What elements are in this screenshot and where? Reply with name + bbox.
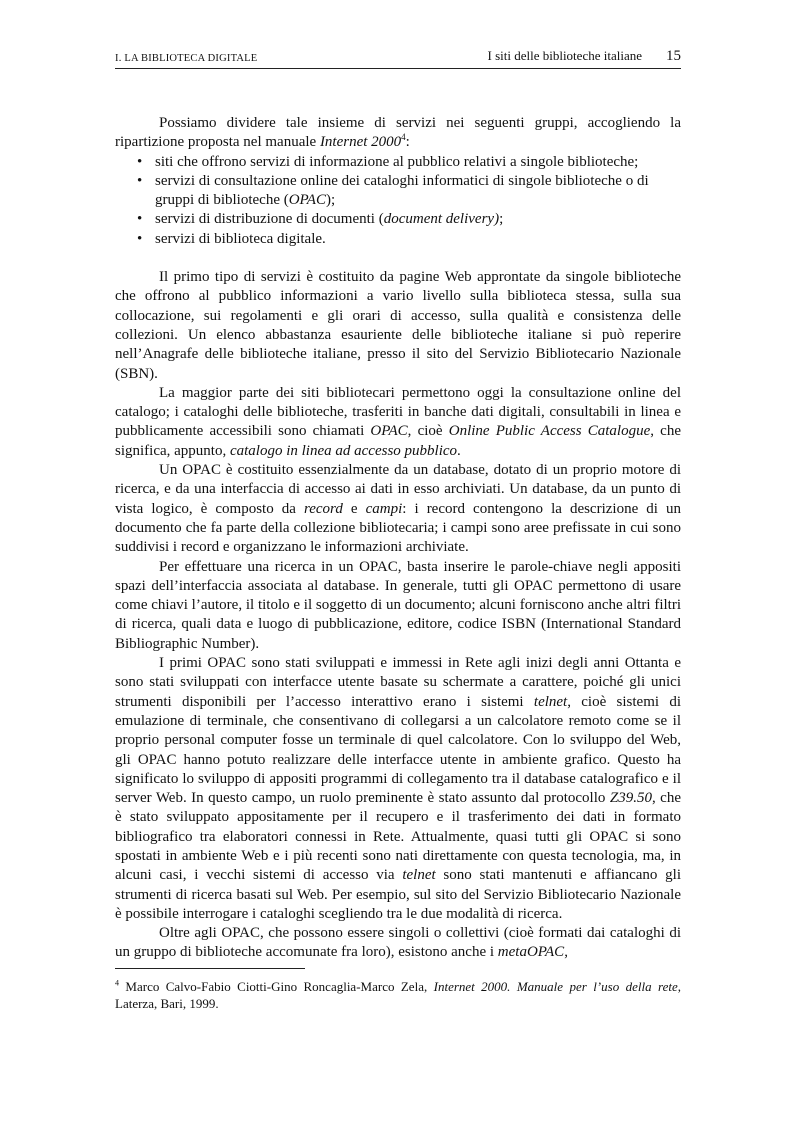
- paragraph-metaopac: Oltre agli OPAC, che possono essere singoli o collettivi (cioè formati dai cataloghi di un gruppo di biblioteche accomunate fra loro), esistono anche i metaOPAC,: [115, 925, 681, 961]
- page-number: 15: [666, 48, 681, 64]
- list-item: • servizi di consultazione online dei cataloghi informatici di singole biblioteche o di gruppi di biblioteche (OPAC);: [137, 172, 649, 209]
- services-list: [115, 153, 681, 249]
- bullet-icon: •: [137, 172, 143, 189]
- footnote-ref: 4: [401, 132, 406, 143]
- section-title: I siti delle biblioteche italiane: [487, 48, 642, 63]
- list-item: • siti che offrono servizi di informazione al pubblico relativi a singole biblioteche;: [115, 153, 681, 172]
- intro-paragraph: Possiamo dividere tale insieme di servizi nei seguenti gruppi, accogliendo la ripartizione proposta nel manuale Internet 2000$^4$:: [115, 115, 681, 151]
- list-item: • servizi di biblioteca digitale.: [115, 230, 681, 249]
- header-right: [487, 48, 681, 65]
- chapter-title: I. LA BIBLIOTECA DIGITALE: [115, 53, 258, 64]
- bullet-icon: •: [137, 153, 143, 170]
- book-title: Internet 2000: [319, 134, 402, 151]
- page-body: [115, 114, 681, 963]
- footnote-book-title: Internet 2000. Manuale per l’uso della rete: [433, 979, 678, 994]
- bullet-icon: •: [137, 230, 143, 247]
- running-header: [115, 46, 681, 69]
- paragraph-first-type: Il primo tipo di servizi è costituito da pagine Web approntate da singole biblioteche che offrono al pubblico informazioni a vario livello sulla biblioteca stessa, sulla sua collocazione, sui regolamenti e gli orari di accesso, sulla qualità e consistenza delle collezioni. Un elenco abbastanza esauriente delle biblioteche italiane si può reperire nell’Anagrafe delle biblioteche italiane, presso il sito del Servizio Bibliotecario Nazionale (SBN).: [115, 269, 681, 382]
- footnote-divider: [115, 968, 305, 969]
- footnote-number: 4: [115, 978, 119, 988]
- footnote: $^4$ Marco Calvo-Fabio Ciotti-Gino Roncaglia-Marco Zela, Internet 2000. Manuale per l’uso della rete, Laterza, Bari, 1999.: [115, 978, 681, 1011]
- paragraph-opac-database: Un OPAC è costituito essenzialmente da un database, dotato di un proprio motore di ricerca, e da una interfaccia di accesso ai dati in esso archiviati. Un database, da un punto di vista logico, è composto da record e campi: i record contengono la descrizione di un documento che fa parte della collezione bibliotecaria; i campi sono aree prefissate in cui sono suddivisi i record e organizzano le informazioni archiviate.: [115, 462, 681, 556]
- paragraph-search: Per effettuare una ricerca in un OPAC, basta inserire le parole-chiave negli appositi spazi dell’interfaccia associata al database. In generale, tutti gli OPAC permettono di usare come chiavi l’autore, il titolo e il soggetto di un documento; alcuni forniscono anche altri filtri di ricerca, quali data e luogo di pubblicazione, editore, codice ISBN (International Standard Bibliographic Number).: [115, 558, 681, 652]
- list-item: • servizi di distribuzione di documenti (document delivery);: [115, 210, 681, 229]
- paragraph-opac-definition: La maggior parte dei siti bibliotecari permettono oggi la consultazione online del catalogo; i cataloghi delle biblioteche, trasferiti in banche dati digitali, consultabili in linea e pubblicamente accessibili sono chiamati OPAC, cioè Online Public Access Catalogue, che significa, appunto, catalogo in linea ad accesso pubblico.: [115, 384, 681, 459]
- bullet-icon: •: [137, 211, 143, 228]
- paragraph-history: I primi OPAC sono stati sviluppati e immessi in Rete agli inizi degli anni Ottanta e sono stati sviluppati con interfacce utente basate su schermate a carattere, poiché gli unici strumenti disponibili per l’accesso interattivo erano i sistemi telnet, cioè sistemi di emulazione di terminale, che consentivano di collegarsi a un calcolatore remoto come se il proprio personal computer fosse un terminale di quel calcolatore. Con lo sviluppo del Web, gli OPAC hanno potuto realizzare delle interfacce utente in ambiente grafico. Questo ha significato lo sviluppo di appositi programmi di collegamento tra il database catalografico e il server Web. In questo campo, un ruolo preminente è stato assunto dal protocollo Z39.50, che è stato sviluppato appositamente per il recupero e il trasferimento dei dati in formato bibliografico tra elaboratori connessi in Rete. Attualmente, quasi tutti gli OPAC si sono spostati in ambiente Web e i più recenti sono nati direttamente con questa tecnologia, ma, in alcuni casi, i vecchi sistemi di accesso via telnet sono stati mantenuti e affiancano gli strumenti di ricerca basati sul Web. Per esempio, sul sito del Servizio Bibliotecario Nazionale è possibile interrogare i cataloghi scegliendo tra le due modalità di ricerca.: [115, 655, 682, 922]
